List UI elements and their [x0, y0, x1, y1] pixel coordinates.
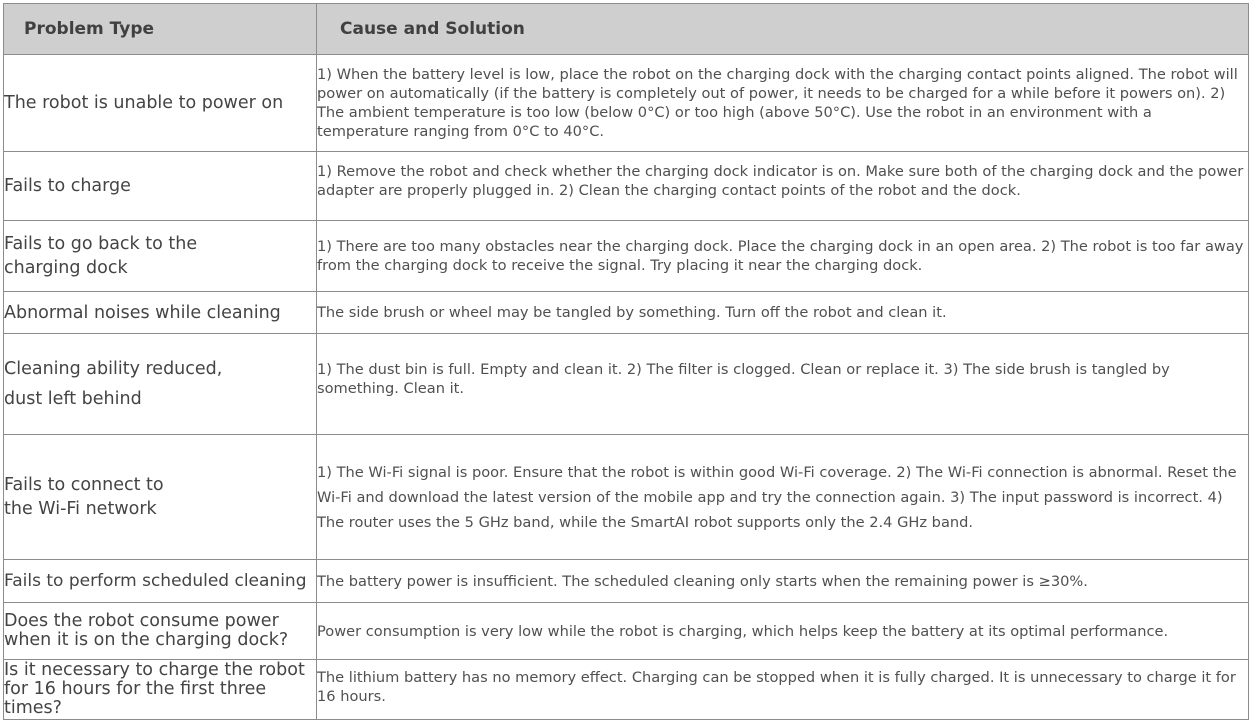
table-row: [4, 435, 1249, 560]
problem-cell: Fails to perform scheduled cleaning: [4, 560, 317, 603]
troubleshooting-table: [3, 3, 1249, 720]
problem-cell: Is it necessary to charge the robot for 16 hours for the first three times?: [4, 660, 317, 720]
table-row: [4, 152, 1249, 221]
solution-cell: 1) Remove the robot and check whether the charging dock indicator is on. Make sure both of the charging dock and the power adapter are properly plugged in. 2) Clean the charging contact points of the robot and the dock.: [317, 152, 1249, 221]
solution-cell: The side brush or wheel may be tangled by something. Turn off the robot and clean it.: [317, 292, 1249, 334]
table-header: [4, 4, 1249, 55]
problem-cell: Fails to connect to the Wi-Fi network: [4, 435, 317, 560]
problem-cell: Fails to charge: [4, 152, 317, 221]
solution-cell: 1) When the battery level is low, place the robot on the charging dock with the charging contact points aligned. The robot will power on automatically (if the battery is completely out of power, it needs to be charged for a while before it powers on). 2) The ambient temperature is too low (below 0°C) or too high (above 50°C). Use the robot in an environment with a temperature ranging from 0°C to 40°C.: [317, 55, 1249, 152]
problem-cell: Does the robot consume power when it is on the charging dock?: [4, 603, 317, 660]
table-row: [4, 221, 1249, 292]
header-row: [4, 4, 1249, 55]
table-row: [4, 603, 1249, 660]
solution-cell: 1) The dust bin is full. Empty and clean it. 2) The filter is clogged. Clean or replace it. 3) The side brush is tangled by something. Clean it.: [317, 334, 1249, 435]
table-row: [4, 55, 1249, 152]
solution-cell: The lithium battery has no memory effect. Charging can be stopped when it is fully charged. It is unnecessary to charge it for 16 hours.: [317, 660, 1249, 720]
problem-cell: The robot is unable to power on: [4, 55, 317, 152]
header-problem-type: Problem Type: [4, 4, 317, 55]
table-body: [4, 55, 1249, 720]
solution-cell: Power consumption is very low while the robot is charging, which helps keep the battery at its optimal performance.: [317, 603, 1249, 660]
problem-cell: Cleaning ability reduced, dust left behind: [4, 334, 317, 435]
solution-cell: 1) There are too many obstacles near the charging dock. Place the charging dock in an open area. 2) The robot is too far away from the charging dock to receive the signal. Try placing it near the charging dock.: [317, 221, 1249, 292]
header-cause-and-solution: Cause and Solution: [317, 4, 1249, 55]
solution-cell: The battery power is insufficient. The scheduled cleaning only starts when the remaining power is ≥30%.: [317, 560, 1249, 603]
problem-cell: Fails to go back to the charging dock: [4, 221, 317, 292]
solution-cell: 1) The Wi-Fi signal is poor. Ensure that the robot is within good Wi-Fi coverage. 2) The Wi-Fi connection is abnormal. Reset the Wi-Fi and download the latest version of the mobile app and try the connection again. 3) The input password is incorrect. 4) The router uses the 5 GHz band, while the SmartAI robot supports only the 2.4 GHz band.: [317, 435, 1249, 560]
table-row: [4, 292, 1249, 334]
table-row: [4, 334, 1249, 435]
table-row: [4, 560, 1249, 603]
table-row: [4, 660, 1249, 720]
problem-cell: Abnormal noises while cleaning: [4, 292, 317, 334]
